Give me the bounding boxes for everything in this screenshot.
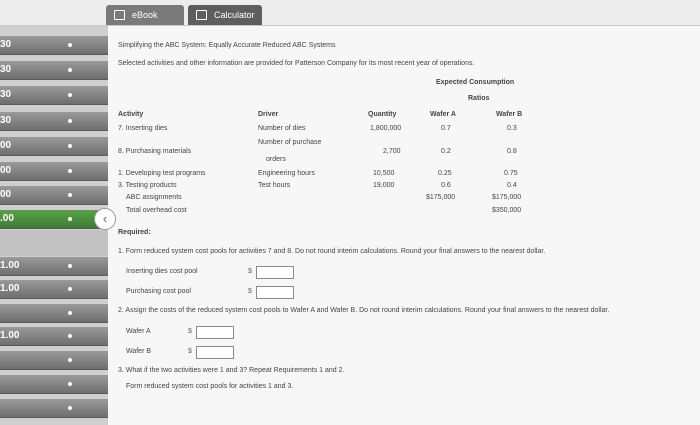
row-wafer-b: 0.3 — [507, 125, 517, 132]
sidebar-item-label: 30 — [0, 89, 12, 100]
sidebar-item-label: 30 — [0, 115, 12, 126]
field-label: Inserting dies cost pool — [126, 268, 198, 275]
status-dot-icon — [68, 68, 72, 72]
sidebar-item-active[interactable] — [0, 210, 108, 229]
row-quantity: 2,700 — [383, 148, 401, 155]
field-label: Wafer A — [126, 328, 151, 335]
row-wafer-a: 0.2 — [441, 148, 451, 155]
row-wafer-b: 0.8 — [507, 148, 517, 155]
sidebar-item[interactable] — [0, 399, 108, 418]
question-sidebar — [0, 26, 108, 425]
sidebar-item[interactable] — [0, 86, 108, 105]
tab-calculator[interactable] — [188, 5, 262, 25]
row-wafer-b: 0.75 — [504, 170, 518, 177]
problem-intro: Selected activities and other information are provided for Patterson Company for its most recent year of operations. — [118, 60, 475, 67]
sidebar-item-label: 00 — [0, 165, 12, 176]
col-header-wafer-b: Wafer B — [496, 111, 523, 118]
sidebar-item[interactable] — [0, 280, 108, 299]
sidebar-item[interactable] — [0, 351, 108, 370]
currency-symbol: $ — [248, 268, 252, 275]
question-2: 2. Assign the costs of the reduced system cost pools to Wafer A and Wafer B. Do not round interim calculations. Round your final answers to the nearest dollar. — [118, 307, 610, 314]
row-wafer-a: 0.25 — [438, 170, 452, 177]
row-activity: 1. Developing test programs — [118, 170, 206, 177]
col-header-quantity: Quantity — [368, 111, 397, 118]
abc-assignments-label: ABC assignments — [126, 194, 182, 201]
sidebar-item[interactable] — [0, 375, 108, 394]
status-dot-icon — [68, 144, 72, 148]
row-driver: Test hours — [258, 182, 291, 189]
field-label: Purchasing cost pool — [126, 288, 191, 295]
sidebar-item[interactable] — [0, 304, 108, 323]
row-wafer-a: 0.7 — [441, 125, 451, 132]
status-dot-icon — [68, 43, 72, 47]
tab-ebook-label: eBook — [132, 10, 158, 20]
abc-assignments-b: $175,000 — [492, 194, 522, 201]
status-dot-icon — [68, 406, 72, 410]
status-dot-icon — [68, 334, 72, 338]
row-driver: Number of dies — [258, 125, 306, 132]
sidebar-item[interactable] — [0, 327, 108, 346]
col-header-driver: Driver — [258, 111, 279, 118]
field-label: Wafer B — [126, 348, 152, 355]
sidebar-item-label: 30 — [0, 64, 12, 75]
tab-calculator-label: Calculator — [214, 10, 255, 20]
status-dot-icon — [68, 287, 72, 291]
row-wafer-a: 0.6 — [441, 182, 451, 189]
status-dot-icon — [68, 311, 72, 315]
sidebar-item-label: 00 — [0, 189, 12, 200]
status-dot-icon — [68, 93, 72, 97]
inserting-dies-cost-pool-input[interactable] — [248, 266, 294, 279]
sidebar-item[interactable] — [0, 257, 108, 276]
sidebar-item-label: 1.00 — [0, 260, 20, 271]
abc-assignments-a: $175,000 — [426, 194, 456, 201]
status-dot-icon — [68, 169, 72, 173]
sidebar-item[interactable] — [0, 137, 108, 156]
chevron-left-icon: ‹ — [102, 211, 108, 226]
question-3-sub: Form reduced system cost pools for activities 1 and 3. — [126, 383, 294, 390]
row-activity: 8. Purchasing materials — [118, 148, 192, 155]
row-quantity: 10,500 — [373, 170, 395, 177]
status-dot-icon — [68, 382, 72, 386]
question-1: 1. Form reduced system cost pools for activities 7 and 8. Do not round interim calculations. Round your final answers to the nearest dollar. — [118, 248, 546, 255]
row-quantity: 1,800,000 — [370, 125, 402, 132]
status-dot-icon — [68, 119, 72, 123]
status-dot-icon — [68, 264, 72, 268]
sidebar-item-label: 1.00 — [0, 330, 20, 341]
sidebar-item[interactable] — [0, 36, 108, 55]
status-dot-icon — [68, 358, 72, 362]
sidebar-item-label: 00 — [0, 140, 12, 151]
row-quantity: 19,000 — [373, 182, 395, 189]
book-icon — [114, 10, 125, 20]
sidebar-item[interactable] — [0, 61, 108, 80]
row-activity: 7. Inserting dies — [118, 125, 168, 132]
sidebar-item[interactable] — [0, 162, 108, 181]
total-overhead-label: Total overhead cost — [126, 207, 187, 214]
wafer-a-input[interactable] — [188, 326, 234, 339]
problem-content — [102, 26, 700, 425]
purchasing-cost-pool-input[interactable] — [248, 286, 294, 299]
question-3: 3. What if the two activities were 1 and 3? Repeat Requirements 1 and 2. — [118, 367, 345, 374]
sidebar-item-label: 30 — [0, 39, 12, 50]
calculator-icon — [196, 10, 207, 20]
total-overhead-b: $350,000 — [492, 207, 522, 214]
currency-symbol: $ — [248, 288, 252, 295]
status-dot-icon — [68, 193, 72, 197]
sidebar-item-label: 1.00 — [0, 283, 20, 294]
expected-consumption-header: Expected Consumption — [436, 79, 515, 86]
status-dot-icon — [68, 217, 72, 221]
tab-ebook[interactable] — [106, 5, 184, 25]
sidebar-item[interactable] — [0, 112, 108, 131]
currency-symbol: $ — [188, 328, 192, 335]
currency-symbol: $ — [188, 348, 192, 355]
sidebar-item[interactable] — [0, 186, 108, 205]
top-tab-bar — [0, 0, 700, 26]
ratios-header: Ratios — [468, 95, 490, 102]
collapse-sidebar-button[interactable] — [94, 208, 116, 230]
sidebar-item-label: .00 — [0, 213, 14, 224]
col-header-activity: Activity — [118, 111, 144, 118]
col-header-wafer-a: Wafer A — [430, 111, 456, 118]
row-driver-cont: orders — [266, 156, 286, 163]
page-title: Simplifying the ABC System: Equally Accurate Reduced ABC Systems — [118, 42, 336, 49]
row-driver: Engineering hours — [258, 170, 315, 177]
row-activity: 3. Testing products — [118, 182, 177, 189]
row-wafer-b: 0.4 — [507, 182, 517, 189]
sidebar-spacer — [0, 230, 108, 256]
required-heading: Required: — [118, 229, 151, 236]
row-driver: Number of purchase — [258, 139, 322, 146]
wafer-b-input[interactable] — [188, 346, 234, 359]
